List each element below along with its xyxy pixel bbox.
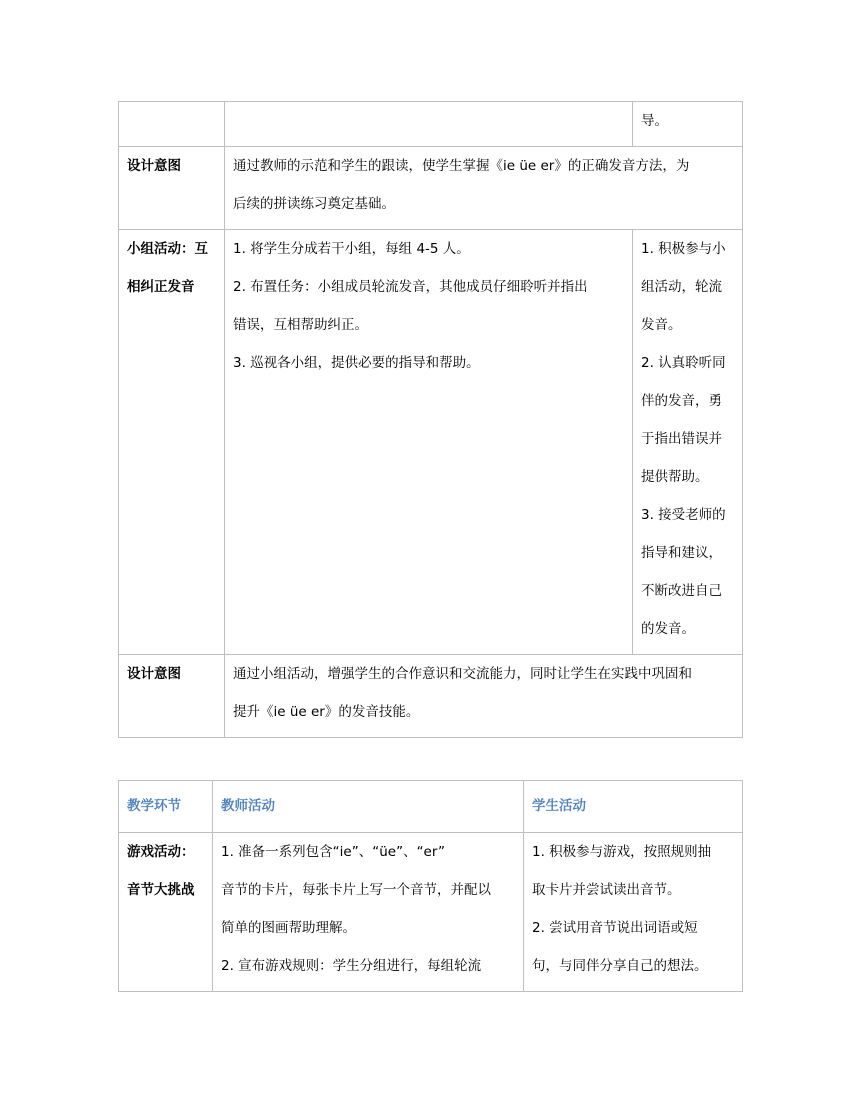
teacher-activity-line: 1. 准备一系列包含“ie”、“üe”、“er” bbox=[221, 844, 445, 860]
row-label: 设计意图 bbox=[127, 666, 181, 682]
teacher-activity-line: 音节的卡片，每张卡片上写一个音节，并配以 bbox=[221, 882, 491, 898]
design-text-line: 提升《ie üe er》的发音技能。 bbox=[233, 704, 420, 720]
student-activity-line: 于指出错误并 bbox=[641, 431, 722, 447]
design-text-line: 后续的拼读练习奠定基础。 bbox=[233, 196, 395, 212]
teacher-activity-line: 3. 巡视各小组，提供必要的指导和帮助。 bbox=[233, 355, 480, 371]
table-cell bbox=[225, 147, 743, 230]
table-cell bbox=[225, 655, 743, 738]
table-cell bbox=[225, 102, 633, 147]
table-cell bbox=[225, 230, 633, 655]
column-header: 教师活动 bbox=[221, 798, 275, 814]
student-activity-line: 组活动，轮流 bbox=[641, 279, 722, 295]
table-cell bbox=[524, 833, 743, 992]
row-label: 音节大挑战 bbox=[127, 882, 195, 898]
student-activity-line: 发音。 bbox=[641, 317, 682, 333]
table-header-cell bbox=[213, 781, 524, 833]
cell-text: 导。 bbox=[641, 113, 668, 129]
teacher-activity-line: 错误，互相帮助纠正。 bbox=[233, 317, 368, 333]
lesson-plan-table-2 bbox=[118, 780, 743, 992]
table-header-cell bbox=[524, 781, 743, 833]
student-activity-line: 句，与同伴分享自己的想法。 bbox=[532, 958, 708, 974]
student-activity-line: 取卡片并尝试读出音节。 bbox=[532, 882, 681, 898]
student-activity-line: 指导和建议， bbox=[641, 545, 722, 561]
design-text-line: 通过教师的示范和学生的跟读，使学生掌握《ie üe er》的正确发音方法，为 bbox=[233, 158, 690, 174]
table-row bbox=[119, 833, 743, 992]
teacher-activity-line: 2. 宣布游戏规则：学生分组进行，每组轮流 bbox=[221, 958, 482, 974]
row-label: 相纠正发音 bbox=[127, 279, 195, 295]
table-cell bbox=[633, 230, 743, 655]
teacher-activity-line: 1. 将学生分成若干小组，每组 4-5 人。 bbox=[233, 241, 470, 257]
table-cell bbox=[119, 147, 225, 230]
row-label: 设计意图 bbox=[127, 158, 181, 174]
table-header-row bbox=[119, 781, 743, 833]
column-header: 学生活动 bbox=[532, 798, 586, 814]
table-row bbox=[119, 230, 743, 655]
student-activity-line: 3. 接受老师的 bbox=[641, 507, 726, 523]
table-cell bbox=[119, 230, 225, 655]
student-activity-line: 1. 积极参与游戏，按照规则抽 bbox=[532, 844, 712, 860]
lesson-plan-table-1 bbox=[118, 101, 743, 738]
table-header-cell bbox=[119, 781, 213, 833]
table-cell bbox=[633, 102, 743, 147]
teacher-activity-line: 2. 布置任务：小组成员轮流发音，其他成员仔细聆听并指出 bbox=[233, 279, 588, 295]
table-cell bbox=[119, 833, 213, 992]
row-label: 游戏活动： bbox=[127, 844, 195, 860]
student-activity-line: 2. 尝试用音节说出词语或短 bbox=[532, 920, 698, 936]
teacher-activity-line: 简单的图画帮助理解。 bbox=[221, 920, 356, 936]
table-cell bbox=[119, 655, 225, 738]
student-activity-line: 不断改进自己 bbox=[641, 583, 722, 599]
table-row bbox=[119, 147, 743, 230]
table-cell bbox=[119, 102, 225, 147]
table-row bbox=[119, 655, 743, 738]
design-text-line: 通过小组活动，增强学生的合作意识和交流能力，同时让学生在实践中巩固和 bbox=[233, 666, 692, 682]
student-activity-line: 提供帮助。 bbox=[641, 469, 709, 485]
table-cell bbox=[213, 833, 524, 992]
column-header: 教学环节 bbox=[127, 798, 181, 814]
student-activity-line: 2. 认真聆听同 bbox=[641, 355, 726, 371]
row-label: 小组活动：互 bbox=[127, 241, 208, 257]
student-activity-line: 1. 积极参与小 bbox=[641, 241, 726, 257]
table-row bbox=[119, 102, 743, 147]
student-activity-line: 伴的发音，勇 bbox=[641, 393, 722, 409]
student-activity-line: 的发音。 bbox=[641, 621, 695, 637]
